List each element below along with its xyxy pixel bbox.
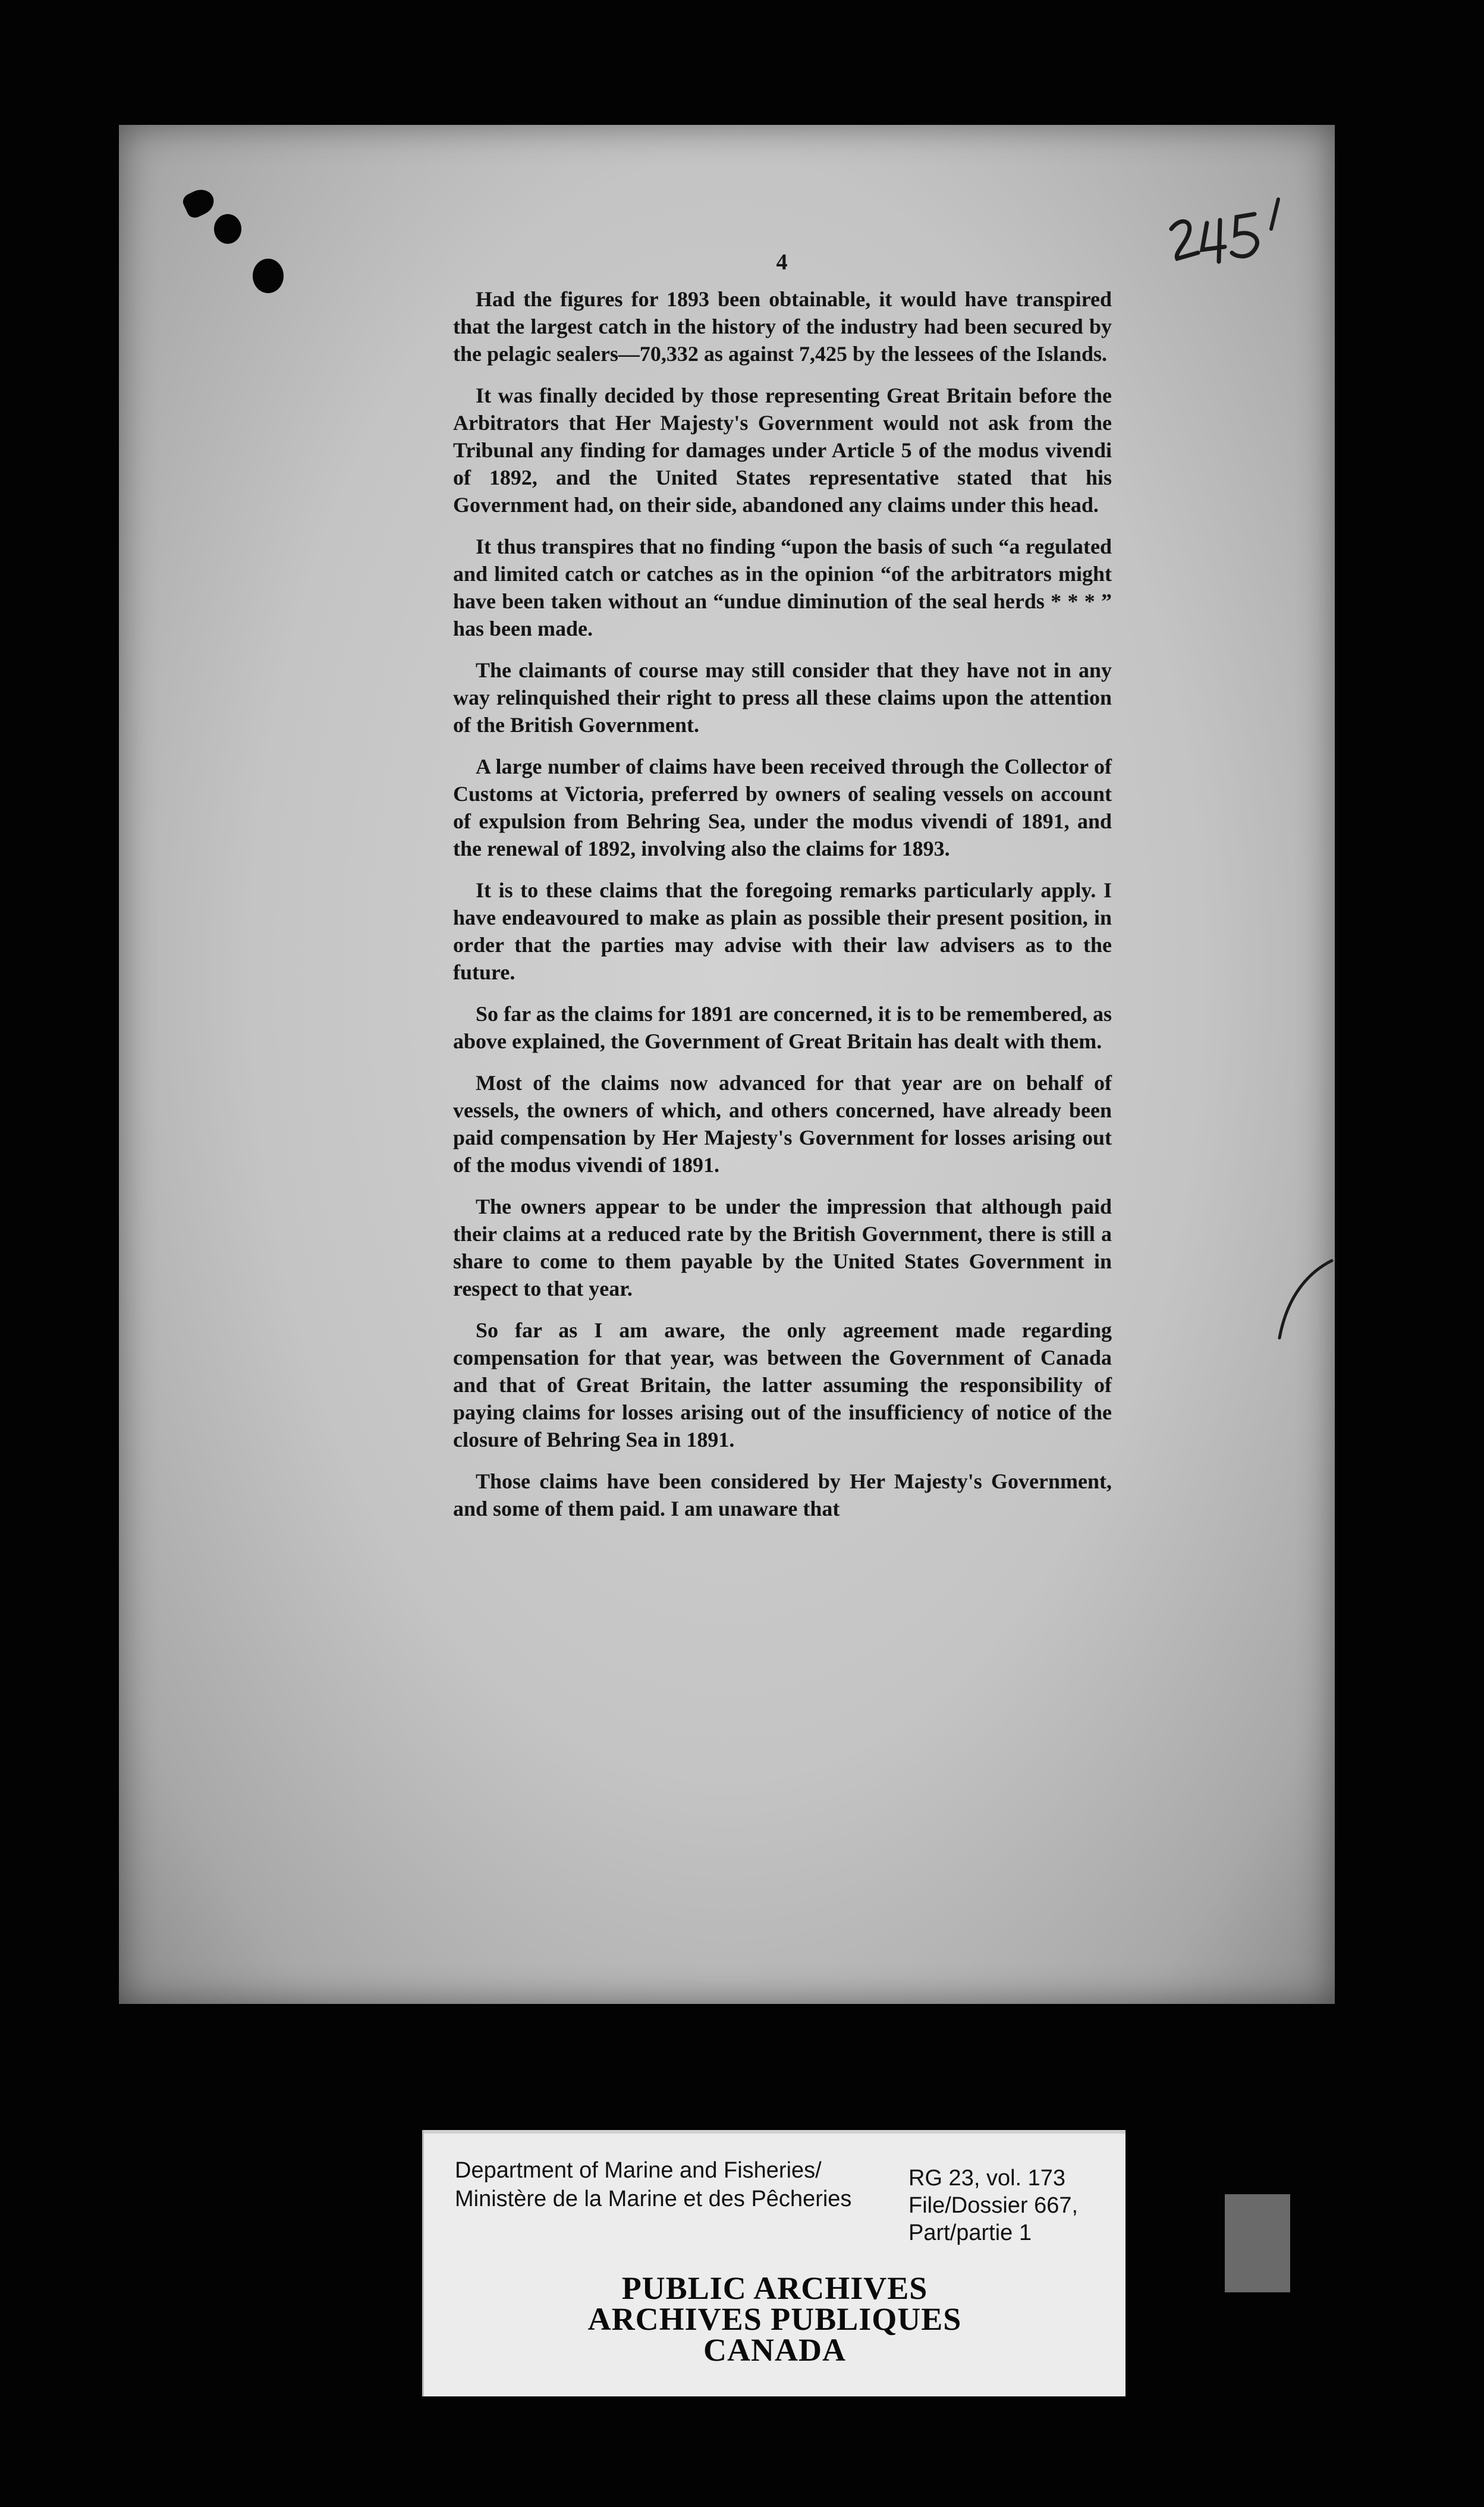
archive-reference-slip: [422, 2130, 1125, 2396]
document-body: [453, 249, 1112, 1537]
stamp-line-country: CANADA: [703, 2332, 846, 2368]
archives-stamp: [424, 2270, 1125, 2368]
punch-hole: [214, 214, 241, 244]
stamp-line-en: PUBLIC ARCHIVES: [621, 2270, 928, 2306]
record-group-volume: RG 23, vol. 173: [908, 2166, 1066, 2191]
paragraph: So far as I am aware, the only agreement made regarding compensation for that year, was between the Government of Canada and that of Great Britain, the latter assuming the responsibility of paying claims for losses arising out of the insufficiency of notice of the closure of Behring Sea in 1891.: [453, 1318, 1112, 1452]
paragraph: It thus transpires that no finding “upon the basis of such “a regulated and limited catch or catches as in the opinion “of the arbitrators might have been taken without an “undue diminution of the seal herds * * * ” has been made.: [453, 535, 1112, 640]
page-number: 4: [776, 250, 789, 275]
slip-divider: [424, 2130, 1125, 2134]
paragraph: A large number of claims have been received through the Collector of Customs at Victoria, preferred by owners of sealing vessels on account of expulsion from Behring Sea, under the modus vivendi of 1891, and the renewal of 1892, involving also the claims for 1893.: [453, 755, 1112, 860]
paragraph: Had the figures for 1893 been obtainable, it would have transpired that the largest catch in the history of the industry had been secured by the pelagic sealers—70,332 as against 7,425 by the lessees of the Islands.: [453, 287, 1112, 366]
film-edge-tab: [1225, 2194, 1290, 2292]
stamp-line-fr: ARCHIVES PUBLIQUES: [587, 2301, 962, 2337]
paragraph: The claimants of course may still consider that they have not in any way relinquished their right to press all these claims upon the attention of the British Government.: [453, 658, 1112, 737]
department-name: [455, 2156, 907, 2213]
paragraph: It is to these claims that the foregoing remarks particularly apply. I have endeavoured to make as plain as possible their present position, in order that the parties may advise with their law advisers as to the future.: [453, 878, 1112, 984]
pencil-margin-mark: [1272, 1255, 1338, 1344]
paragraph: Those claims have been considered by Her Majesty's Government, and some of them paid. I am unaware that: [453, 1469, 1112, 1520]
part-number: Part/partie 1: [908, 2220, 1032, 2245]
paragraph: Most of the claims now advanced for that year are on behalf of vessels, the owners of which, and others concerned, have already been paid compensation by Her Majesty's Government for losses arising out of the modus vivendi of 1891.: [453, 1071, 1112, 1177]
paragraph: It was finally decided by those representing Great Britain before the Arbitrators that Her Majesty's Government would not ask from the Tribunal any finding for damages under Article 5 of the modus vivendi of 1892, and the United States representative stated that his Government had, on their side, abandoned any claims under this head.: [453, 384, 1112, 517]
department-name-en: Department of Marine and Fisheries/: [455, 2158, 822, 2183]
archive-reference: [908, 2164, 1111, 2247]
paragraph: The owners appear to be under the impression that although paid their claims at a reduced rate by the British Government, there is still a share to come to them payable by the United States Government in respect to that year.: [453, 1195, 1112, 1300]
punch-hole: [253, 259, 284, 293]
paragraph: So far as the claims for 1891 are concerned, it is to be remembered, as above explained, the Government of Great Britain has dealt with them.: [453, 1002, 1112, 1053]
punch-hole: [180, 185, 218, 220]
handwritten-folio-number: [1165, 193, 1302, 271]
file-number: File/Dossier 667,: [908, 2193, 1079, 2218]
department-name-fr: Ministère de la Marine et des Pêcheries: [455, 2186, 852, 2211]
